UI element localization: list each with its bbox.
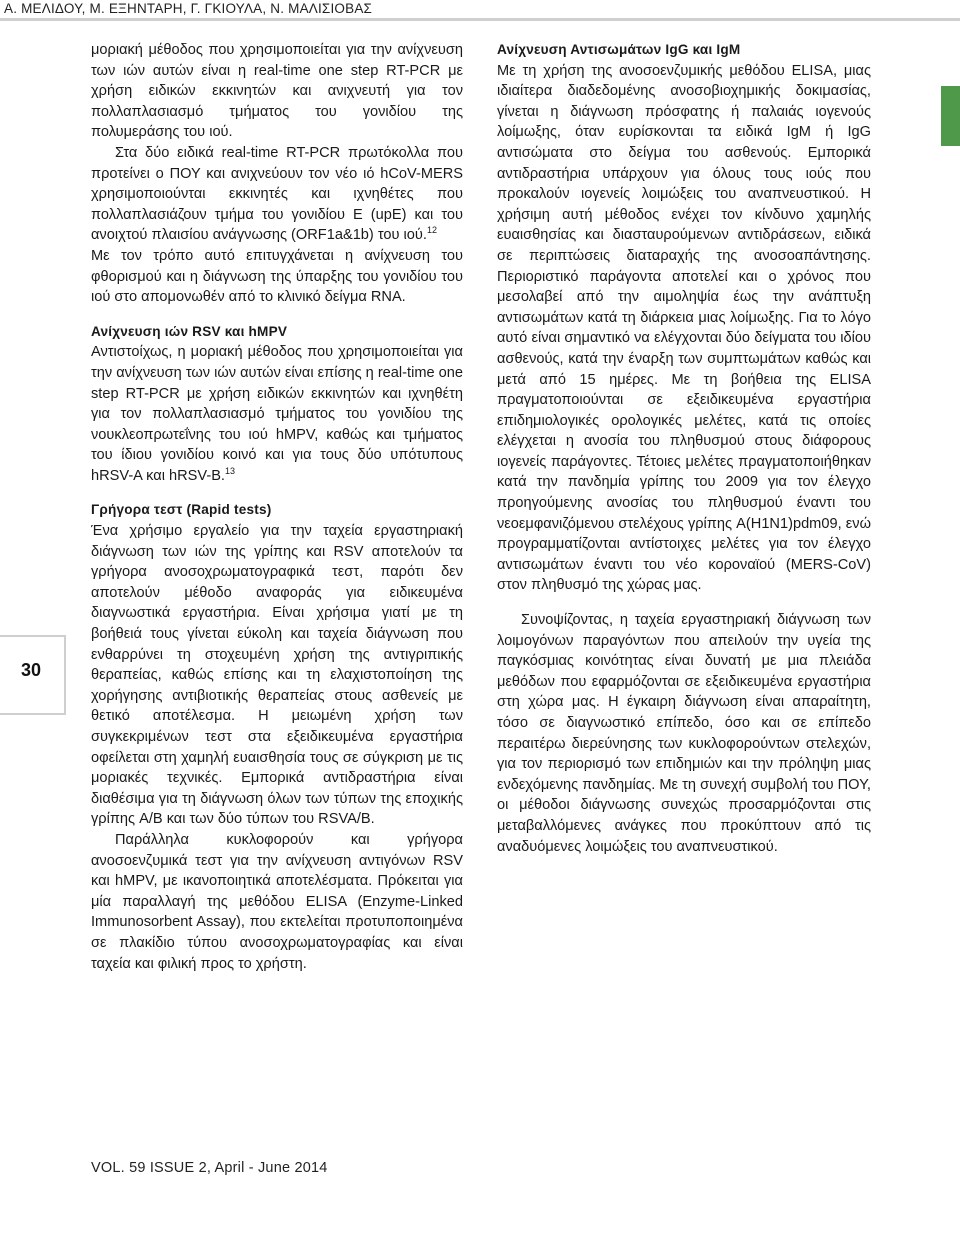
running-head-authors: Α. ΜΕΛΙΔΟΥ, Μ. ΕΞΗΝΤΑΡΗ, Γ. ΓΚΙΟΥΛΑ, Ν. ΜΑΛΙΣΙΟΒΑΣ <box>4 1 373 16</box>
page-number: 30 <box>20 660 42 680</box>
section-heading: Ανίχνευση ιών RSV και hMPV <box>91 323 288 339</box>
paragraph: μοριακή μέθοδος που χρησιμοποιείται για την ανίχνευση των ιών αυτών είναι η real-time one step RT-PCR με χρήση ειδικών εκκινητών και ανιχνευτή για τον πολλαπλασιασμό τμήματος του γονιδίου της πολυμεράσης του ιού. <box>91 42 463 141</box>
paragraph <box>91 143 463 246</box>
paragraph: Παράλληλα κυκλοφορούν και γρήγορα ανοσοενζυμικά τεστ για την ανίχνευση αντιγόνων RSV και hMPV, με ικανοποιητικά αποτελέσματα. Πρόκειται για μία παραλλαγή της μεθόδου ELISA (Enzyme-Linked Immunosorbent Assay), που εκτελείται προτυποποιημένα σε πλακίδιο τύπου ανοσοχρωματογραφίας και είναι ταχεία και φιλική προς το χρήστη. <box>91 831 463 972</box>
paragraph-text: Στα δύο ειδικά real-time RT-PCR πρωτόκολλα που προτείνει ο ΠΟΥ και ανιχνεύουν τον νέο ιό hCoV-MERS χρησιμοποιούνται εκκινητές και ιχνηθέτες που πολλαπλασιάζουν τμήμα του γονιδίου E (upE) και του ανοιχτού πλαισίου ανάγνωσης (ORF1a&1b) του ιού. <box>91 144 463 244</box>
header-rule <box>0 18 960 21</box>
reference-marker: 12 <box>426 225 437 236</box>
spacer <box>91 308 463 322</box>
section-heading: Ανίχνευση Αντισωμάτων IgG και IgM <box>497 42 741 57</box>
spacer <box>91 486 463 500</box>
section-heading: Γρήγορα τεστ (Rapid tests) <box>91 502 272 518</box>
paragraph <box>91 342 463 486</box>
left-column <box>91 40 463 974</box>
running-header <box>0 0 960 24</box>
paragraph: Ένα χρήσιμο εργαλείο για την ταχεία εργαστηριακή διάγνωση των ιών της γρίπης και RSV αποτελούν τα γρήγορα ανοσοχρωματογραφικά τεστ, παρότι δεν αποτελούν μέθοδο αναφοράς για ειδικευμένα διαγνωστικά εργαστήρια. Είναι χρήσιμα γιατί με τη βοήθειά τους γίνεται εύκολη και ταχεία διάγνωση που ενθαρρύνει τη στοχευμένη χρήση της αντιγριπικής θεραπείας, καθώς επίσης και τη ελαχιστοποίηση της χορήγησης αντιβιοτικής θεραπείας στους ασθενείς με θετικό αποτέλεσμα. Η μειωμένη χρήση των συγκεκριμένων τεστ στα εξειδικευμένα εργαστήρια οφείλεται στη χαμηλή ευαισθησία τους σε σύγκριση με τις μοριακές τεχνικές. Εμπορικά αντιδραστήρια είναι διαθέσιμα για τη διάγνωση όλων των τύπων της εποχικής γρίπης A/B και των δύο τύπων του RSVA/B. <box>91 523 463 828</box>
section-accent-tab <box>941 86 960 146</box>
paragraph: Με τη χρήση της ανοσοενζυμικής μεθόδου ELISA, μιας ιδιαίτερα διαδεδομένης ανοσοβιοχημικής δοκιμασίας, γίνεται η διάγνωση πρόσφατης ή παλαιάς ιογενούς λοίμωξης, όταν ευρίσκονται τα ειδικά IgM ή IgG αντισώματα στο δείγμα του ασθενούς. Εμπορικά αντιδραστήρια υπάρχουν για όλους τους ιούς που προκαλούν ιογενείς λοιμώξεις του αναπνευστικού. Η χρήσιμη αυτή μέθοδος ενέχει τον κίνδυνο χαμηλής ευαισθησίας και διασταυρούμενων αντιδράσεων, ειδικά σε περιπτώσεις διαταραχής της ανοσοαπάντησης. Περιοριστικό παράγοντα αποτελεί και ο χρόνος που μεσολαβεί από την αιμοληψία έως την ανάπτυξη αντισωμάτων κατά τη διάρκεια μιας λοίμωξης. Για το λόγο αυτό είναι σημαντικό να ελέγχονται δύο δείγματα του ιδίου ασθενούς, κατά την έναρξη των συμπτωμάτων καθώς και μετά από 15 ημέρες. Με τη βοήθεια της ELISA πραγματοποιούνται σε εξειδικευμένα εργαστήρια επιδημιολογικές ορολογικές μελέτες, κατά τις οποίες ελέγχεται η ανοσία του πληθυσμού στους διάφορους ιογενείς παράγοντες. Τέτοιες μελέτες πραγματοποιήθηκαν κατά την πανδημία γρίπης του 2009 για τον έλεγχο προηγούμενης ανοσίας του πληθυσμού έναντι του νεοεμφανιζόμενου στελέχους γρίπης A(H1N1)pdm09, ενώ προγραμματίζονται αντίστοιχες μελέτες για τον έλεγχο αντισωμάτων έναντι του νέο κοροναϊού (MERS-CoV) στον πληθυσμό της χώρας μας. <box>497 62 871 594</box>
paragraph: Συνοψίζοντας, η ταχεία εργαστηριακή διάγνωση των λοιμογόνων παραγόντων που απειλούν την υγεία της παγκόσμιας κοινότητας είναι δυνατή με μια πλειάδα μεθόδων που εφαρμόζονται σε εξειδικευμένα εργαστήρια στη χώρα μας. Η έγκαιρη διάγνωση είναι απαραίτητη, τόσο σε διαγνωστικό επίπεδο, όσο και σε επίπεδο περαιτέρω διερεύνησης των κυκλοφορούντων στελεχών, για τον περιορισμό των επιδημιών και την πρόληψη μιας ενδεχόμενης πανδημίας. Με τη συνεχή συμβολή του ΠΟΥ, οι μέθοδοι διάγνωσης συνεχώς προσαρμόζονται στις μεταβαλλόμενες ανάγκες που προκύπτουν από τις αναδυόμενες λοιμώξεις του αναπνευστικού. <box>497 612 871 855</box>
reference-marker: 13 <box>224 466 235 477</box>
right-column <box>497 40 871 857</box>
paragraph-text: Αντιστοίχως, η μοριακή μέθοδος που χρησιμοποιείται για την ανίχνευση των ιών αυτών είναι επίσης η real-time one step RT-PCR με χρήση ειδικών εκκινητών και ιχνηθέτη για τον πολλαπλασιασμό τμήματος του γονιδίου της νουκλεοπρωτεΐνης του ιού hMPV, καθώς και τμήματος του ίδιου γονιδίου κοινό και για τους δύο υπότυπους hRSV-A και hRSV-B. <box>91 344 463 484</box>
journal-footer: VOL. 59 ISSUE 2, April - June 2014 <box>91 1160 328 1176</box>
paragraph: Με τον τρόπο αυτό επιτυγχάνεται η ανίχνευση του φθορισμού και η διάγνωση της ύπαρξης του γονιδίου του ιού στο απομονωθέν από το κλινικό δείγμα RNA. <box>91 247 463 306</box>
spacer <box>497 596 871 610</box>
